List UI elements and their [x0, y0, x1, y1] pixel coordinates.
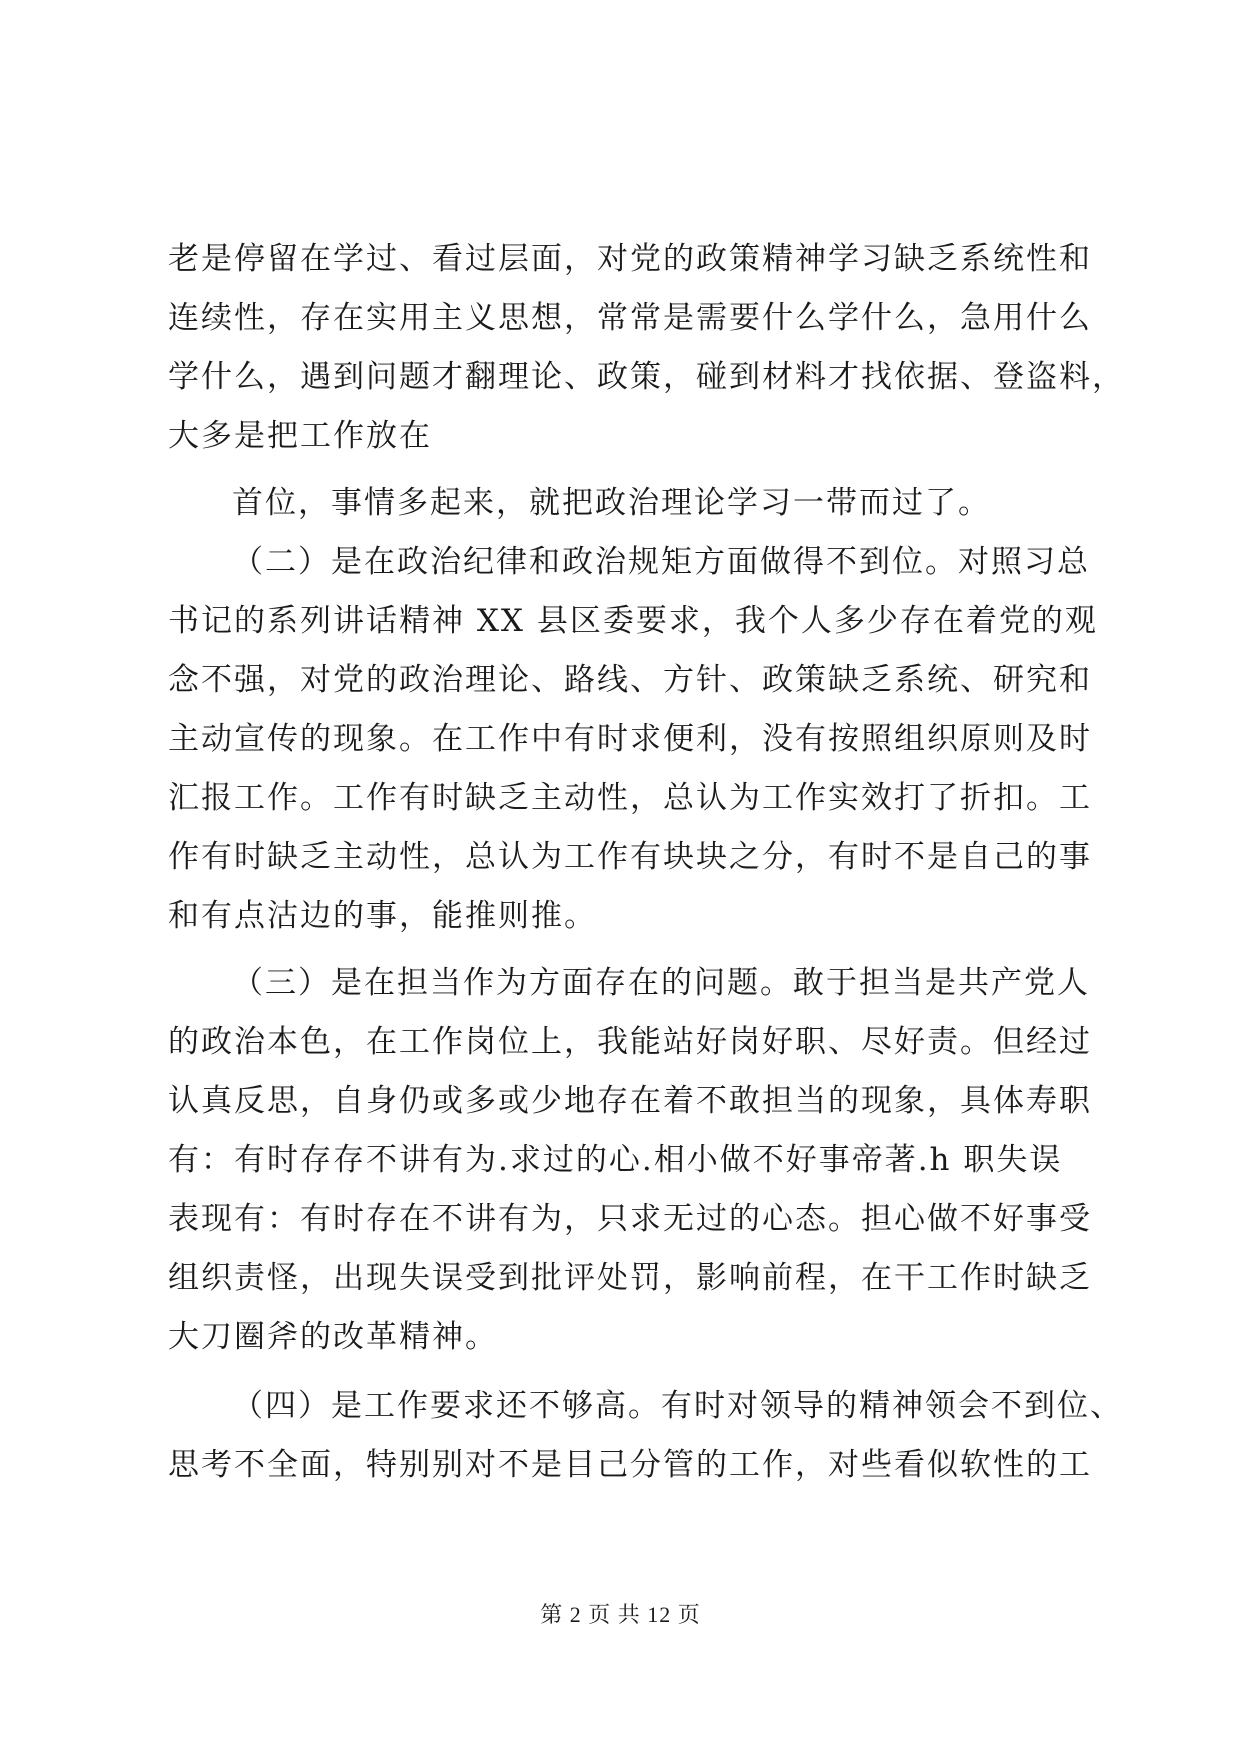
- document-body: [168, 230, 1125, 1495]
- text-line: 表现有：有时存在不讲有为，只求无过的心态。担心做不好事受: [168, 1201, 1092, 1237]
- text-line: 作有时缺乏主动性，总认为工作有块块之分，有时不是自己的事: [168, 839, 1092, 875]
- text-line: 和有点沽边的事，能推则推。: [168, 898, 597, 934]
- section-heading-line: （四）是工作要求还不够高。有时对领导的精神领会不到位、: [232, 1388, 1123, 1424]
- section-heading-line: （三）是在担当作为方面存在的问题。敢于担当是共产党人: [232, 965, 1090, 1001]
- text-line: 书记的系列讲话精神 XX 县区委要求，我个人多少存在着党的观: [168, 603, 1098, 639]
- text-line: 念不强，对党的政治理论、路线、方针、政策缺乏系统、研究和: [168, 662, 1092, 698]
- page-indicator: 第 2 页 共 12 页: [540, 1602, 701, 1627]
- text-line: 首位，事情多起来，就把政治理论学习一带而过了。: [232, 485, 991, 521]
- text-line: 思考不全面，特别别对不是目己分管的工作，对些看似软性的工: [168, 1447, 1092, 1483]
- text-line: 组织责怪，出现失误受到批评处罚，影响前程，在干工作时缺乏: [168, 1260, 1092, 1296]
- section-heading-line: （二）是在政治纪律和政治规矩方面做得不到位。对照习总: [232, 544, 1090, 580]
- text-line: 连续性，存在实用主义思想，常常是需要什么学什么，急用什么: [168, 300, 1092, 336]
- text-line: 主动宣传的现象。在工作中有时求便利，没有按照组织原则及时: [168, 721, 1092, 757]
- text-line: 大刀圈斧的改革精神。: [168, 1319, 498, 1355]
- text-line: 老是停留在学过、看过层面，对党的政策精神学习缺乏系统性和: [168, 241, 1092, 277]
- text-line: 认真反思，自身仍或多或少地存在着不敢担当的现象，具体寿职: [168, 1083, 1092, 1119]
- text-line: 学什么，遇到问题才翻理论、政策，碰到材料才找依据、登盗料，: [168, 359, 1125, 395]
- text-line: 汇报工作。工作有时缺乏主动性，总认为工作实效打了折扣。工: [168, 780, 1092, 816]
- text-line: 有：有时存存不讲有为.求过的心.相小做不好事帝著.h 职失误: [168, 1142, 1063, 1178]
- text-line: 的政治本色，在工作岗位上，我能站好岗好职、尽好责。但经过: [168, 1024, 1092, 1060]
- text-line: 大多是把工作放在: [168, 418, 432, 454]
